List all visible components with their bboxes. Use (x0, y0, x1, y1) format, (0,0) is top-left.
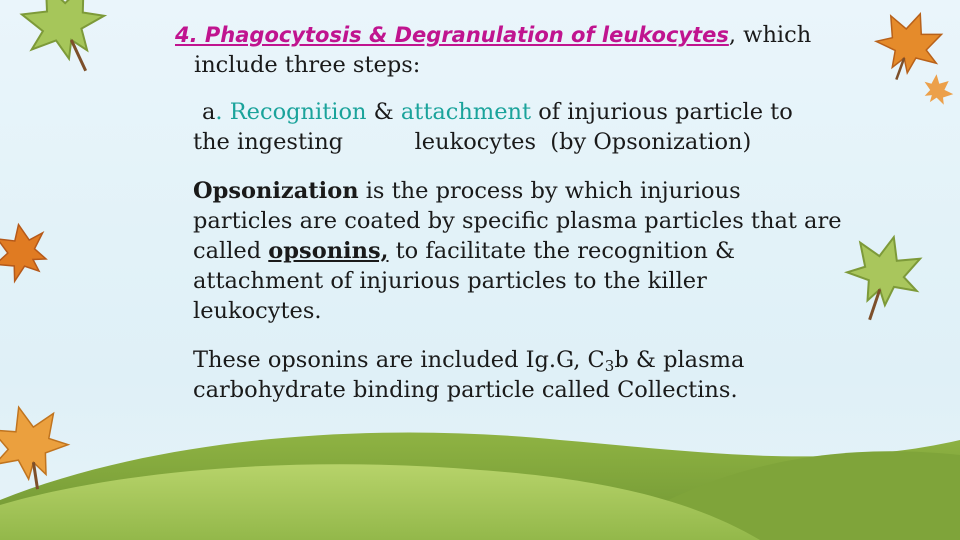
maple-leaf-icon (10, 0, 122, 88)
definition-line4: attachment of injurious particles to the killer (193, 268, 707, 294)
examples-line2: carbohydrate binding particle called Collectins. (193, 377, 738, 403)
definition-line3-post: to facilitate the recognition & (388, 238, 736, 264)
step-recognition: Recognition (229, 99, 367, 125)
definition-line3-pre: called (193, 238, 269, 264)
maple-leaf-icon (837, 228, 929, 330)
definition-line5: leukocytes. (193, 298, 322, 324)
definition-line1: is the process by which injurious (358, 178, 741, 204)
maple-leaf-icon (918, 70, 959, 111)
slide-heading (175, 20, 811, 80)
opsonins-term: opsonins, (268, 238, 389, 264)
opsonins-examples (193, 345, 744, 405)
examples-line1-post: b & plasma (614, 347, 745, 373)
step-dot: . (215, 99, 223, 125)
step-attachment: attachment (400, 99, 532, 125)
step-amp: & (366, 99, 401, 125)
step-prefix: a (202, 99, 216, 125)
maple-leaf-icon (0, 215, 57, 289)
title-suffix: , which (728, 22, 812, 48)
definition-line2: particles are coated by specific plasma particles that are (193, 208, 842, 234)
subscript-3: 3 (604, 357, 615, 375)
step-rest: of injurious particle to (531, 99, 793, 125)
slide-title: 4. Phagocytosis & Degranulation of leukocytes (175, 23, 729, 47)
title-line2: include three steps: (194, 52, 421, 78)
definition-term: Opsonization (193, 178, 359, 204)
step-line2: the ingesting leukocytes (by Opsonization) (193, 129, 752, 155)
maple-leaf-icon (866, 3, 950, 91)
examples-line1-pre: These opsonins are included Ig.G, C (193, 347, 605, 373)
step-a (193, 97, 793, 157)
opsonization-definition (193, 176, 842, 326)
